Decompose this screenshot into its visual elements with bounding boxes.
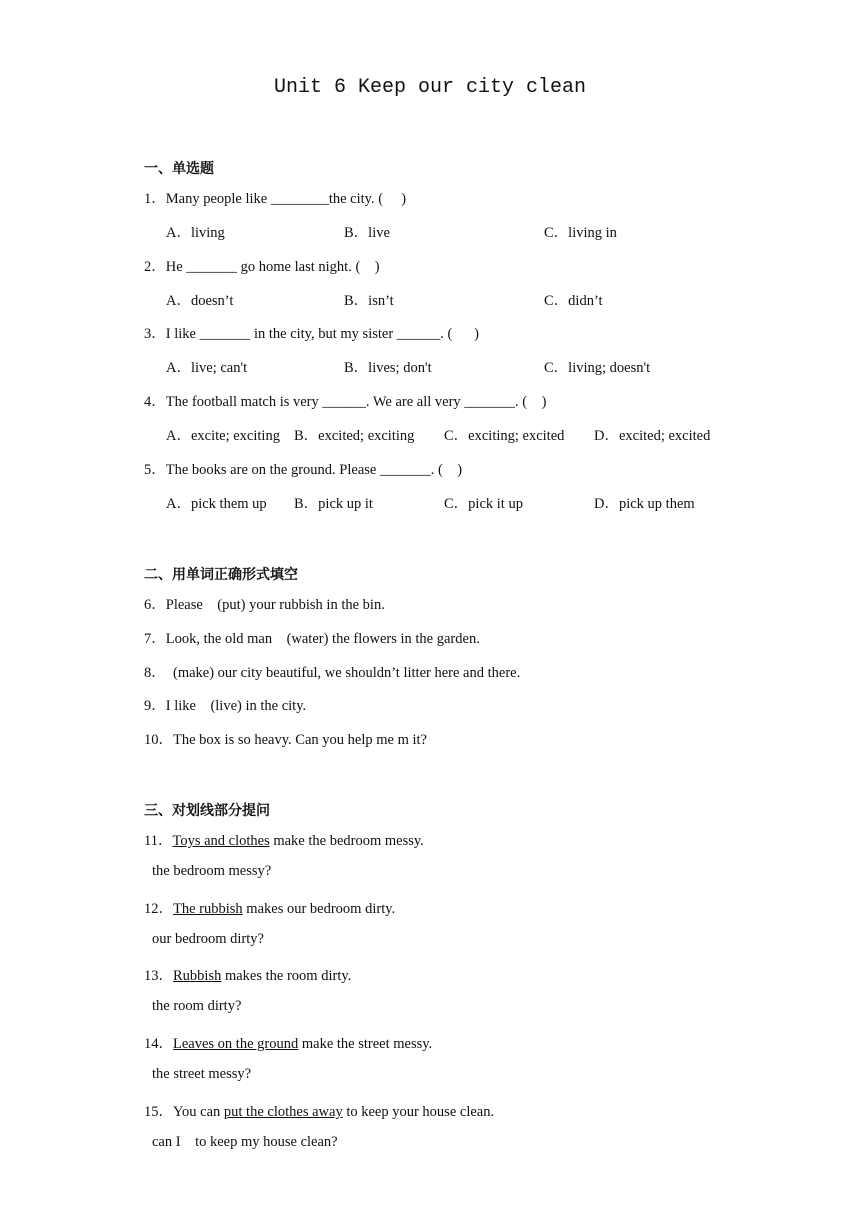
question-9: 9．I like (live) in the city. (144, 698, 307, 714)
question-6: 6．Please (put) your rubbish in the bin. (144, 597, 385, 613)
option-5d: D．pick up them (594, 496, 695, 512)
option-1a: A．living (166, 225, 225, 241)
option-4b: B．excited; exciting (294, 428, 415, 444)
underlined-phrase: Toys and clothes (172, 833, 270, 849)
option-2c: C．didn’t (544, 293, 603, 309)
option-1c: C．living in (544, 225, 617, 241)
section-heading-fill-in: 二、用单词正确形式填空 (144, 567, 298, 583)
question-1: 1．Many people like ________the city. ( ) (144, 191, 407, 207)
question-2: 2．He _______ go home last night. ( ) (144, 259, 380, 275)
question-10: 10．The box is so heavy. Can you help me m it? (144, 732, 427, 748)
option-2a: A．doesn’t (166, 293, 234, 309)
page-title: Unit 6 Keep our city clean (273, 76, 587, 99)
section-heading-ask-questions: 三、对划线部分提问 (144, 803, 270, 819)
answer-line-13: the room dirty? (152, 998, 242, 1014)
option-4c: C．exciting; excited (444, 428, 565, 444)
question-15: 15．You can put the clothes away to keep your house clean. (144, 1104, 495, 1120)
question-14: 14．Leaves on the ground make the street messy. (144, 1036, 433, 1052)
option-5a: A．pick them up (166, 496, 267, 512)
underlined-phrase: The rubbish (173, 901, 243, 917)
question-11: 11．Toys and clothes make the bedroom messy. (144, 833, 424, 849)
question-12: 12．The rubbish makes our bedroom dirty. (144, 901, 396, 917)
option-5b: B．pick up it (294, 496, 373, 512)
underlined-phrase: put the clothes away (223, 1104, 343, 1120)
option-2b: B．isn’t (344, 293, 394, 309)
question-5: 5．The books are on the ground. Please _______. ( ) (144, 462, 463, 478)
answer-line-11: the bedroom messy? (152, 863, 272, 879)
answer-line-15: can I to keep my house clean? (152, 1134, 338, 1150)
underlined-phrase: Leaves on the ground (173, 1036, 299, 1052)
question-7: 7．Look, the old man (water) the flowers in the garden. (144, 631, 480, 647)
option-3c: C．living; doesn't (544, 360, 651, 376)
option-5c: C．pick it up (444, 496, 523, 512)
option-3b: B．lives; don't (344, 360, 432, 376)
option-3a: A．live; can't (166, 360, 248, 376)
question-4: 4．The football match is very ______. We are all very _______. ( ) (144, 394, 547, 410)
option-1b: B．live (344, 225, 390, 241)
option-4a: A．excite; exciting (166, 428, 280, 444)
section-heading-multiple-choice: 一、单选题 (144, 161, 214, 177)
question-8: 8． (make) our city beautiful, we shouldn’t litter here and there. (144, 665, 521, 681)
answer-line-12: our bedroom dirty? (152, 931, 264, 947)
option-4d: D．excited; excited (594, 428, 711, 444)
question-3: 3．I like _______ in the city, but my sister ______. ( ) (144, 326, 479, 342)
answer-line-14: the street messy? (152, 1066, 252, 1082)
question-13: 13．Rubbish makes the room dirty. (144, 968, 352, 984)
underlined-phrase: Rubbish (173, 968, 222, 984)
